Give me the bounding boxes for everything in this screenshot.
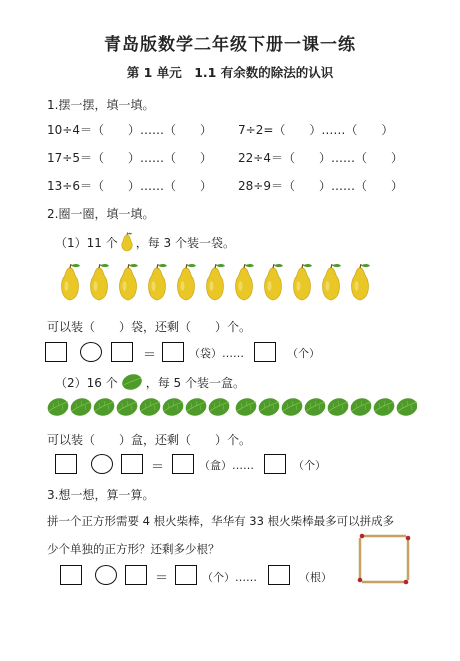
pear-icon: [323, 264, 341, 300]
pear-icon: [178, 264, 196, 300]
leaf-icon: [325, 396, 350, 419]
answer-box[interactable]: [162, 342, 184, 362]
answer-box[interactable]: [45, 342, 67, 362]
unit-label: （个）: [293, 459, 326, 472]
equals-sign: ＝: [155, 571, 169, 586]
q3-text-line: 拼一个正方形需要 4 根火柴棒，华华有 33 根火柴棒最多可以拼成多: [47, 514, 395, 528]
matchstick-icon: [406, 536, 411, 580]
pear-icon: [62, 264, 80, 300]
q1-item: 7÷2=（ ）……（ ）: [238, 123, 394, 137]
q3-heading: 3.想一想，算一算。: [47, 488, 155, 502]
answer-box[interactable]: [254, 342, 276, 362]
answer-box[interactable]: [60, 565, 82, 585]
matchstick-square-image: [353, 531, 415, 587]
q1-heading: 1.摆一摆，填一填。: [47, 98, 155, 112]
unit-label: （根）: [299, 571, 332, 584]
q2-part2-answer-line: 可以装（ ）盒，还剩（ ）个。: [47, 433, 252, 447]
pear-icon: [120, 264, 138, 300]
matchstick-icon: [360, 534, 406, 539]
leaf-icon: [348, 396, 373, 419]
leaf-icon: [47, 396, 71, 419]
q1-item: 28÷9＝（ ）……（ ）: [238, 179, 403, 193]
leaf-group: [47, 394, 417, 420]
pear-icon: [149, 264, 167, 300]
leaf-icon: [183, 396, 208, 419]
leaf-icon: [256, 396, 281, 419]
leaf-icon: [233, 396, 258, 419]
answer-box[interactable]: [175, 565, 197, 585]
q2-part2-prompt: [55, 373, 245, 391]
leaf-icon: [371, 396, 396, 419]
q2-part2-prompt-after: ，每 5 个装一盒。: [145, 376, 245, 390]
equals-sign: ＝: [151, 460, 165, 475]
equals-sign: ＝: [143, 348, 157, 363]
q1-item: 22÷4＝（ ）……（ ）: [238, 151, 403, 165]
pear-icon: [236, 264, 254, 300]
answer-box[interactable]: [125, 565, 147, 585]
pear-group: [55, 262, 385, 302]
pear-icon: [91, 264, 109, 300]
q1-item: 17÷5＝（ ）……（ ）: [47, 151, 212, 165]
q1-item: 10÷4＝（ ）……（ ）: [47, 123, 212, 137]
matchstick-icon: [358, 538, 363, 582]
operator-circle[interactable]: [95, 565, 117, 585]
leaf-icon: [160, 396, 185, 419]
leaf-icon: [206, 396, 231, 419]
q3-text-line: 少个单独的正方形？还剩多少根？: [47, 542, 220, 556]
operator-circle[interactable]: [91, 454, 113, 474]
answer-box[interactable]: [172, 454, 194, 474]
answer-box[interactable]: [111, 342, 133, 362]
pear-row: [55, 262, 385, 296]
matchstick-icon: [362, 580, 408, 585]
q2-part1-prompt-after: ，每 3 个装一袋。: [135, 236, 235, 250]
answer-box[interactable]: [121, 454, 143, 474]
q2-part1-answer-line: 可以装（ ）袋，还剩（ ）个。: [47, 320, 252, 334]
unit-label: （个）……: [202, 571, 257, 584]
unit-label: （盒）……: [199, 459, 254, 472]
leaf-icon: [279, 396, 304, 419]
unit-label: （个）: [287, 347, 320, 360]
pear-icon: [119, 232, 135, 252]
page-subtitle: 第 1 单元 1.1 有余数的除法的认识: [126, 65, 334, 80]
leaf-icon: [302, 396, 327, 419]
page-title: 青岛版数学二年级下册一课一练: [104, 35, 356, 55]
answer-box[interactable]: [268, 565, 290, 585]
pear-icon: [207, 264, 225, 300]
pear-icon: [265, 264, 283, 300]
q1-item: 13÷6＝（ ）……（ ）: [47, 179, 212, 193]
pear-icon: [294, 264, 312, 300]
leaf-icon: [121, 373, 143, 391]
operator-circle[interactable]: [80, 342, 102, 362]
leaf-icon: [91, 396, 116, 419]
answer-box[interactable]: [55, 454, 77, 474]
leaf-icon: [394, 396, 417, 419]
pear-icon: [352, 264, 370, 300]
unit-label: （袋）……: [189, 347, 244, 360]
leaf-icon: [137, 396, 162, 419]
leaf-icon: [68, 396, 93, 419]
q2-part1-prompt-before: （1）11 个: [55, 236, 118, 250]
leaf-icon: [114, 396, 139, 419]
leaf-row: [47, 394, 417, 420]
answer-box[interactable]: [264, 454, 286, 474]
q2-heading: 2.圈一圈，填一填。: [47, 207, 155, 221]
q2-part1-prompt: [55, 232, 235, 252]
q2-part2-prompt-before: （2）16 个: [55, 376, 118, 390]
